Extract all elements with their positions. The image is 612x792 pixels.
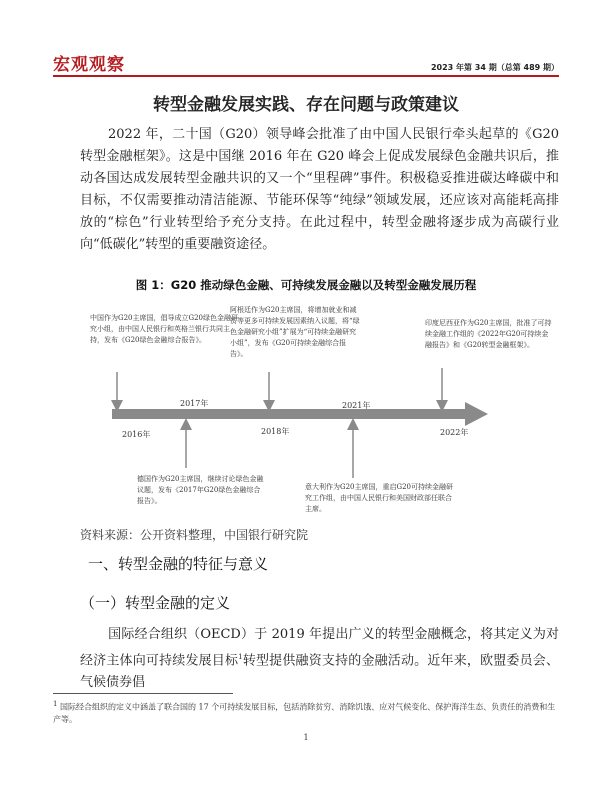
timeline-note-2017: 德国作为G20主席国，继续讨论绿色金融议题，发布《2017年G20绿色金融综合报告》。 (137, 475, 264, 505)
definition-text-part1: 国际经合组织（OECD）于 2019 年提出广义的转型金融概念，将其定义为对经济主体向可持续发展目标 (80, 627, 559, 669)
header-issue-number: 2023 年第 34 期（总第 489 期） (430, 63, 559, 72)
timeline-note-2018: 阿根廷作为G20主席国，将增加就业和减贫等更多可持续发展因素纳入议题，将“绿色金融研究小组”扩展为“可持续金融研究小组”，发布《G20可持续金融综合报告》。 (230, 306, 360, 358)
header-section-title: 宏观观察 (53, 55, 125, 75)
timeline-note-2016: 中国作为G20主席国，倡导成立G20绿色金融研究小组，由中国人民银行和英格兰银行共同主持，发布《G20绿色金融综合报告》。 (90, 314, 238, 344)
year-label-2016: 2016年 (122, 430, 151, 439)
figure-source: 资料来源：公开资料整理，中国银行研究院 (80, 528, 309, 542)
footnote-text: 国际经合组织的定义中涵盖了联合国的 17 个可持续发展目标，包括消除贫穷、消除饥饿、应对气候变化、保护海洋生态、负责任的消费和生产等。 (53, 702, 556, 724)
year-label-2021: 2021年 (342, 401, 371, 410)
section-heading: 一、转型金融的特征与意义 (88, 555, 269, 573)
page-number: 1 (303, 733, 309, 742)
footnote-mark: 1 (53, 700, 58, 708)
timeline-axis (112, 402, 488, 426)
footnote-ref[interactable]: 1 (238, 653, 243, 661)
year-label-2022: 2022年 (440, 428, 469, 437)
definition-paragraph (80, 624, 559, 694)
page-title: 转型金融发展实践、存在问题与政策建议 (153, 95, 459, 115)
intro-text: 2022 年，二十国（G20）领导峰会批准了由中国人民银行牵头起草的《G20 转型金融框架》。这是中国继 2016 年在 G20 峰会上促成发展绿色金融共识后，推动各国达成发展转型金融共识的又一个“里程碑”事件。积极稳妥推进碳达峰碳中和目标，不仅需要推动清洁能源、节能环保等“纯绿”领域发展，还应该对高能耗高排放的“棕色”行业转型给予充分支持。在此过程中，转型金融将逐步成为高碳行业向“低碳化”转型的重要融资途径。 (80, 127, 559, 252)
definition-text-part2: 转型提供融资支持的金融活动。近年来，欧盟委员会、气候债券倡 (80, 653, 559, 691)
footnote (53, 698, 559, 726)
footnote-divider (53, 693, 233, 694)
year-label-2017: 2017年 (180, 399, 209, 408)
figure-title: 图 1：G20 推动绿色金融、可持续发展金融以及转型金融发展历程 (135, 278, 477, 292)
year-label-2018: 2018年 (261, 427, 290, 436)
timeline-note-2021: 意大利作为G20主席国，重启G20可持续金融研究工作组，由中国人民银行和美国财政部任联合主席。 (305, 483, 453, 513)
timeline-note-2022: 印度尼西亚作为G20主席国，批准了可持续金融工作组的《2022年G20可持续金融报告》和《G20转型金融框架》。 (425, 319, 552, 349)
subsection-heading: （一）转型金融的定义 (80, 594, 231, 612)
